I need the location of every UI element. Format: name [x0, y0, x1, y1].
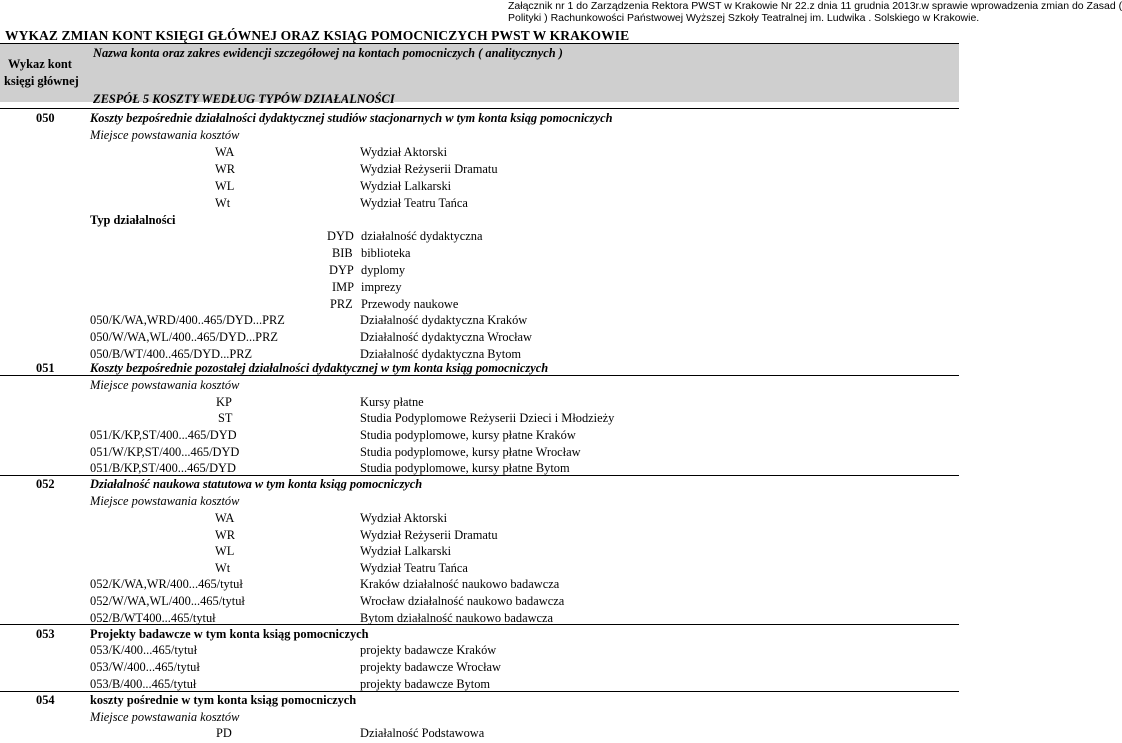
account-number: 053/W/400...465/tytuł	[90, 660, 200, 674]
activity-name: działalność dydaktyczna	[361, 229, 483, 243]
place-name: Wydział Reżyserii Dramatu	[360, 162, 498, 176]
place-symbol: Wt	[215, 196, 231, 210]
account-name: Wrocław działalność naukowo badawcza	[360, 594, 565, 608]
place-symbol: WA	[215, 145, 235, 159]
activity-symbol: DYP	[329, 263, 354, 277]
place-label-051: Miejsce powstawania kosztów	[90, 378, 240, 392]
place-symbol: KP	[216, 395, 232, 409]
place-name: Działalność Podstawowa	[360, 726, 485, 740]
activity-symbol: BIB	[332, 246, 353, 260]
account-name: projekty badawcze Bytom	[360, 677, 491, 691]
place-symbol: WL	[215, 544, 235, 558]
account-code-051: 051	[36, 361, 55, 375]
activity-symbol: IMP	[332, 280, 355, 294]
attachment-note-line-2: Polityki ) Rachunkowości Państwowej Wyższej Szkoły Teatralnej im. Ludwika . Solskiego w Krakowie.	[508, 12, 980, 24]
activity-name: Przewody naukowe	[361, 297, 459, 311]
account-name: Studia podyplomowe, kursy płatne Bytom	[360, 461, 570, 475]
account-number: 053/K/400...465/tytuł	[90, 643, 198, 657]
section-title-054: koszty pośrednie w tym konta ksiąg pomocniczych	[90, 693, 357, 707]
place-name: Wydział Aktorski	[360, 511, 448, 525]
account-number: 051/W/KP,ST/400...465/DYD	[90, 445, 240, 459]
place-symbol: WL	[215, 179, 235, 193]
account-number: 050/B/WT/400..465/DYD...PRZ	[90, 347, 253, 361]
place-label-052: Miejsce powstawania kosztów	[90, 494, 240, 508]
account-name: Kraków działalność naukowo badawcza	[360, 577, 560, 591]
place-label-054: Miejsce powstawania kosztów	[90, 710, 240, 724]
place-name: Wydział Lalkarski	[360, 544, 452, 558]
account-code-054: 054	[36, 693, 55, 707]
account-code-052: 052	[36, 477, 55, 491]
account-name: Studia podyplomowe, kursy płatne Kraków	[360, 428, 576, 442]
account-number: 052/W/WA,WL/400...465/tytuł	[90, 594, 245, 608]
header-col1-line1: Wykaz kont	[8, 57, 72, 71]
place-symbol: PD	[216, 726, 232, 740]
activity-name: biblioteka	[361, 246, 411, 260]
attachment-note-line-1: Załącznik nr 1 do Zarządzenia Rektora PWST w Krakowie Nr 22.z dnia 11 grudnia 2013r.w sprawie wprowadzenia zmian do Zasad (	[508, 0, 1122, 12]
account-number: 052/B/WT400...465/tytuł	[90, 611, 216, 625]
account-code-053: 053	[36, 627, 55, 641]
section-title-052: Działalność naukowa statutowa w tym konta ksiąg pomocniczych	[90, 477, 423, 491]
place-label-050: Miejsce powstawania kosztów	[90, 128, 240, 142]
place-symbol: WA	[215, 511, 235, 525]
place-symbol: WR	[215, 528, 235, 542]
account-name: Studia podyplomowe, kursy płatne Wrocław	[360, 445, 581, 459]
activity-name: dyplomy	[361, 263, 406, 277]
rule-line	[0, 43, 959, 44]
section-title-050: Koszty bezpośrednie działalności dydaktycznej studiów stacjonarnych w tym konta ksiąg pomocniczych	[90, 111, 613, 125]
account-number: 052/K/WA,WR/400...465/tytuł	[90, 577, 243, 591]
place-name: Wydział Reżyserii Dramatu	[360, 528, 498, 542]
account-name: Bytom działalność naukowo badawcza	[360, 611, 554, 625]
account-name: Działalność dydaktyczna Kraków	[360, 313, 528, 327]
header-col2: Nazwa konta oraz zakres ewidencji szczegółowej na kontach pomocniczych ( analitycznych )	[93, 46, 563, 60]
rule-line	[0, 108, 959, 109]
place-name: Wydział Teatru Tańca	[360, 561, 468, 575]
account-number: 050/K/WA,WRD/400..465/DYD...PRZ	[90, 313, 285, 327]
place-name: Wydział Teatru Tańca	[360, 196, 468, 210]
place-name: Kursy płatne	[360, 395, 424, 409]
account-number: 050/W/WA,WL/400..465/DYD...PRZ	[90, 330, 278, 344]
document-title: WYKAZ ZMIAN KONT KSIĘGI GŁÓWNEJ ORAZ KSIĄG POMOCNICZYCH PWST W KRAKOWIE	[5, 28, 630, 43]
account-name: Działalność dydaktyczna Wrocław	[360, 330, 532, 344]
account-name: projekty badawcze Kraków	[360, 643, 497, 657]
place-symbol: WR	[215, 162, 235, 176]
activity-symbol: PRZ	[330, 297, 353, 311]
account-code-050: 050	[36, 111, 55, 125]
activity-name: imprezy	[361, 280, 402, 294]
account-name: Działalność dydaktyczna Bytom	[360, 347, 522, 361]
place-name: Wydział Aktorski	[360, 145, 448, 159]
place-name: Wydział Lalkarski	[360, 179, 452, 193]
account-number: 051/B/KP,ST/400...465/DYD	[90, 461, 236, 475]
account-number: 051/K/KP,ST/400...465/DYD	[90, 428, 237, 442]
account-name: projekty badawcze Wrocław	[360, 660, 502, 674]
place-name: Studia Podyplomowe Reżyserii Dzieci i Młodzieży	[360, 411, 615, 425]
activity-label-050: Typ działalności	[90, 213, 176, 227]
place-symbol: Wt	[215, 561, 231, 575]
section-title-053: Projekty badawcze w tym konta ksiąg pomocniczych	[90, 627, 369, 641]
section-title-051: Koszty bezpośrednie pozostałej działalności dydaktycznej w tym konta ksiąg pomocniczych	[90, 361, 549, 375]
group-title: ZESPÓŁ 5 KOSZTY WEDŁUG TYPÓW DZIAŁALNOŚCI	[93, 92, 395, 106]
account-number: 053/B/400...465/tytuł	[90, 677, 197, 691]
place-symbol: ST	[218, 411, 233, 425]
activity-symbol: DYD	[327, 229, 354, 243]
header-col1-line2: księgi głównej	[4, 74, 79, 88]
